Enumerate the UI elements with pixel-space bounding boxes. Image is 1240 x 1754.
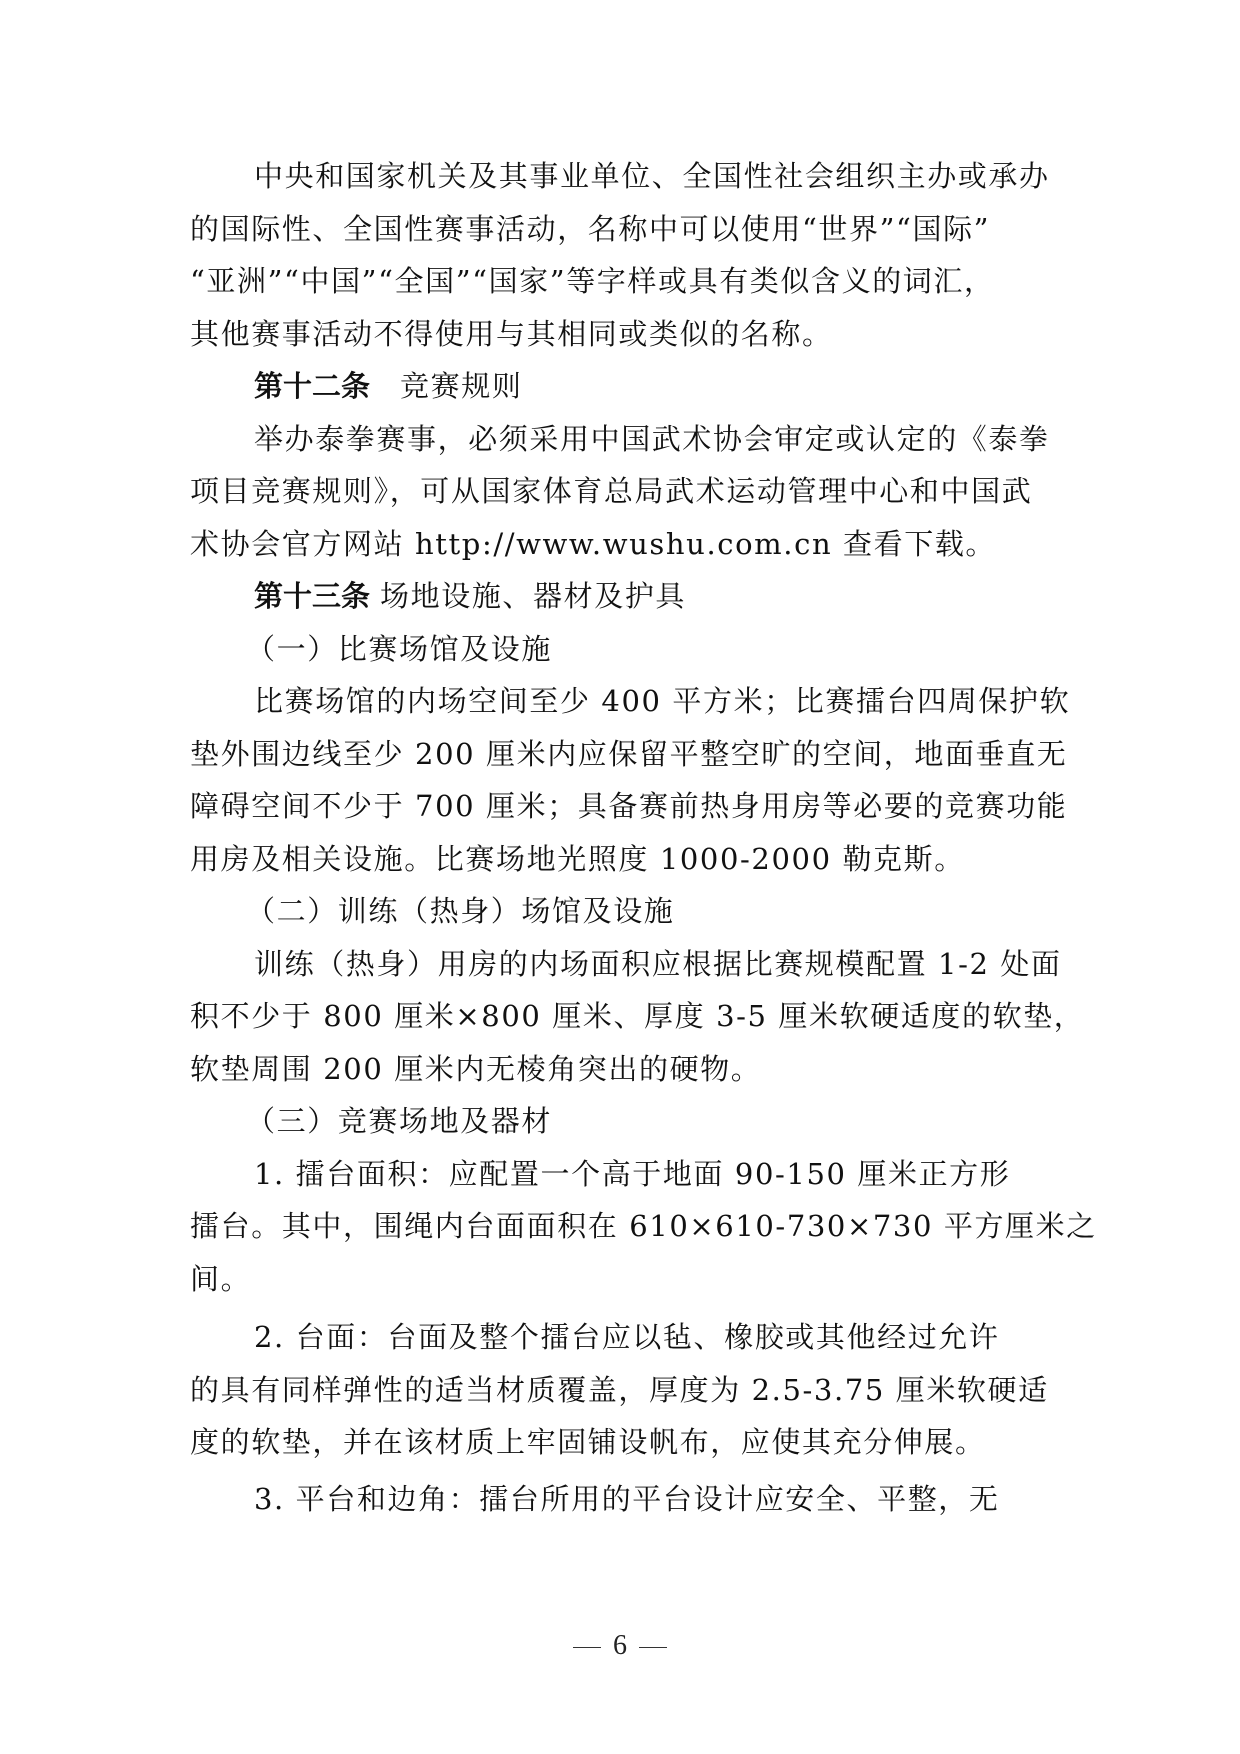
text-line: 项目竞赛规则》，可从国家体育总局武术运动管理中心和中国武 bbox=[190, 474, 1033, 508]
text-line: 的具有同样弹性的适当材质覆盖，厚度为 2.5-3.75 厘米软硬适 bbox=[190, 1372, 1049, 1407]
section-2-heading: （二）训练（热身）场馆及设施 bbox=[246, 894, 675, 928]
paragraph-training-facilities bbox=[190, 938, 1085, 1096]
item-platform-corners bbox=[190, 1473, 1060, 1526]
section-1-heading: （一）比赛场馆及设施 bbox=[246, 631, 553, 666]
text-line: 障碍空间不少于 700 厘米；具备赛前热身用房等必要的竞赛功能 bbox=[190, 789, 1068, 823]
article-number: 第十三条 bbox=[254, 579, 371, 613]
page-number-footer bbox=[0, 1630, 1240, 1662]
paragraph-venue-facilities bbox=[190, 675, 1071, 885]
item-ring-area bbox=[190, 1148, 1097, 1306]
text-line: 间。 bbox=[190, 1261, 252, 1296]
text-line: 其他赛事活动不得使用与其相同或类似的名称。 bbox=[190, 316, 833, 351]
page-number: 6 bbox=[613, 1630, 627, 1661]
article-number: 第十二条 bbox=[254, 369, 371, 403]
text-line: 比赛场馆的内场空间至少 400 平方米；比赛擂台四周保护软 bbox=[254, 684, 1071, 718]
text-line: 用房及相关设施。比赛场地光照度 1000-2000 勒克斯。 bbox=[190, 841, 965, 876]
dash-decoration bbox=[573, 1647, 601, 1648]
article-title: 竞赛规则 bbox=[400, 369, 523, 403]
text-line: 垫外围边线至少 200 厘米内应保留平整空旷的空间，地面垂直无 bbox=[190, 736, 1068, 771]
text-line: 术协会官方网站 http://www.wushu.com.cn 查看下载。 bbox=[190, 526, 997, 561]
dash-decoration bbox=[639, 1647, 667, 1648]
article-title: 场地设施、器材及护具 bbox=[380, 579, 687, 613]
text-line: 举办泰拳赛事，必须采用中国武术协会审定或认定的《泰拳 bbox=[254, 421, 1050, 456]
text-line: 度的软垫，并在该材质上牢固铺设帆布，应使其充分伸展。 bbox=[190, 1425, 986, 1459]
text-line: 3. 平台和边角：擂台所用的平台设计应安全、平整，无 bbox=[254, 1481, 1000, 1516]
paragraph-naming-rules bbox=[190, 150, 1060, 360]
section-3-heading: （三）竞赛场地及器材 bbox=[246, 1104, 553, 1138]
article-13-heading bbox=[190, 570, 1060, 623]
text-line: 中央和国家机关及其事业单位、全国性社会组织主办或承办 bbox=[254, 159, 1050, 193]
text-line: 软垫周围 200 厘米内无棱角突出的硬物。 bbox=[190, 1051, 762, 1086]
text-line: 训练（热身）用房的内场面积应根据比赛规模配置 1-2 处面 bbox=[254, 946, 1062, 981]
document-body bbox=[190, 150, 1097, 1525]
text-line: “亚洲”“中国”“全国”“国家”等字样或具有类似含义的词汇， bbox=[190, 264, 995, 298]
text-line: 的国际性、全国性赛事活动，名称中可以使用“世界”“国际” bbox=[190, 211, 991, 246]
text-line: 1. 擂台面积：应配置一个高于地面 90-150 厘米正方形 bbox=[254, 1156, 1011, 1191]
text-line: 擂台。其中，围绳内台面面积在 610×610-730×730 平方厘米之 bbox=[190, 1209, 1097, 1243]
text-line: 2. 台面：台面及整个擂台应以毡、橡胶或其他经过允许 bbox=[254, 1320, 1000, 1354]
item-ring-surface bbox=[190, 1311, 1060, 1469]
article-12-heading bbox=[190, 360, 1060, 413]
text-line: 积不少于 800 厘米×800 厘米、厚度 3-5 厘米软硬适度的软垫， bbox=[190, 999, 1085, 1033]
paragraph-competition-rules bbox=[190, 413, 1060, 571]
